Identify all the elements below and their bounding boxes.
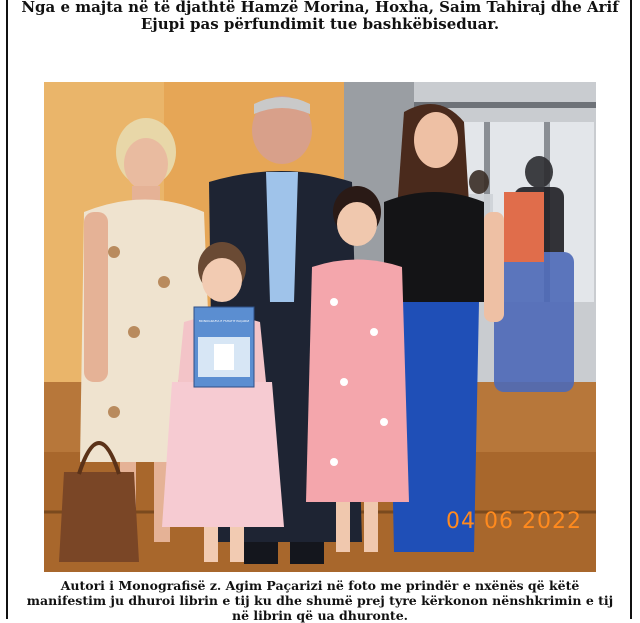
page-title: Nga e majta në të djathtë Hamzë Morina, Hoxha, Saim Tahiraj dhe Arif Ejupi pas përfundimit tue bashkëbiseduar. (21, 0, 619, 33)
book-cover (194, 307, 254, 387)
photo-illustration (44, 82, 596, 572)
photo-caption: Autori i Monografisë z. Agim Paçarizi në foto me prindër e nxënës që këtë manifestim ju dhuroi librin e tij ku dhe shumë prej tyre kërkonon nënshkrimin e tij në librin që ua dhuronte. (26, 578, 614, 623)
book-title: MONOGRAFIA E FSHATIT PAÇARIZ (198, 319, 250, 323)
date-stamp: 04 06 2022 (446, 509, 582, 534)
group-photo (44, 82, 596, 572)
